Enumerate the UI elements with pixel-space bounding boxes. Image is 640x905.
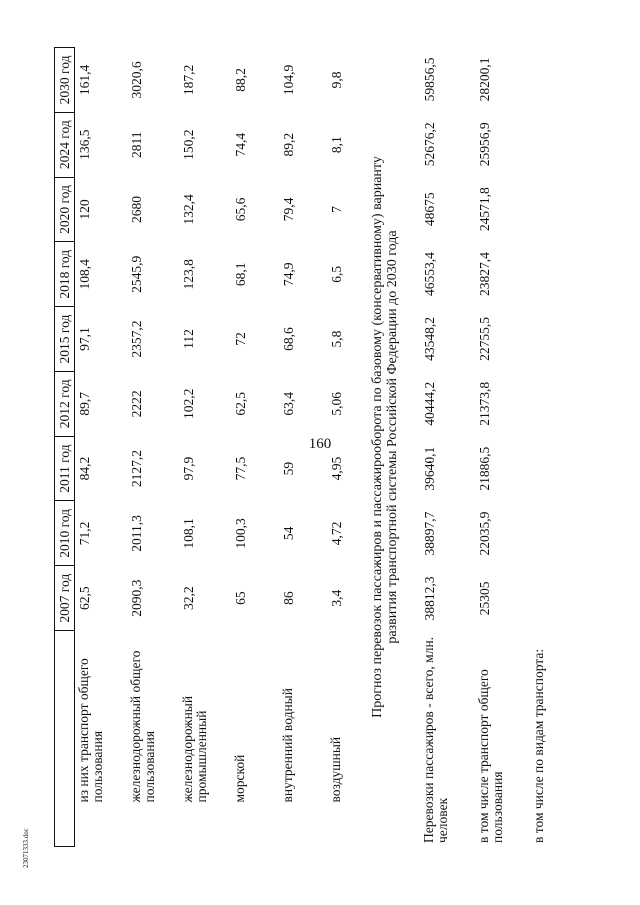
table-cell: 86 xyxy=(281,591,296,605)
table-cell xyxy=(530,436,585,501)
table-row xyxy=(75,48,128,847)
table-cell: 65,6 xyxy=(233,197,248,222)
table-row xyxy=(420,47,475,847)
table-cell: 2357,2 xyxy=(129,320,144,358)
table-cell xyxy=(530,566,585,631)
table-cell: 3020,6 xyxy=(129,61,144,99)
table-cell: 132,4 xyxy=(181,194,196,225)
table-cell: 2545,9 xyxy=(129,255,144,293)
year-header: 2020 год xyxy=(55,177,75,242)
table-cell: 43548,2 xyxy=(422,317,437,361)
table-cell: 39640,1 xyxy=(422,446,437,491)
table-cell: 8,1 xyxy=(329,136,344,154)
year-header: 2007 год xyxy=(55,566,75,631)
row-label: в том числе по видам транспорта: xyxy=(531,648,546,843)
table-cell: 108,4 xyxy=(77,259,92,290)
row-label: железнодорожный общего пользования xyxy=(128,650,157,803)
table-cell: 54 xyxy=(281,526,296,541)
year-header: 2012 год xyxy=(55,371,75,436)
table-cell: 6,5 xyxy=(329,265,344,283)
table-cell: 89,7 xyxy=(77,392,92,416)
table-row xyxy=(279,48,327,847)
header-label-cell xyxy=(55,631,75,847)
page-number: 160 xyxy=(308,436,332,452)
table-cell: 4,95 xyxy=(329,456,344,481)
table-row xyxy=(231,48,279,847)
table-cell: 63,4 xyxy=(281,392,296,416)
table-cell: 161,4 xyxy=(77,64,92,96)
table-cell: 25305 xyxy=(477,581,492,616)
row-label: железнодорожный промышленный xyxy=(180,695,209,803)
table-cell: 21886,5 xyxy=(477,446,492,491)
table-cell: 7 xyxy=(329,206,344,213)
table-cell: 38897,7 xyxy=(422,511,437,556)
year-header: 2018 год xyxy=(55,242,75,307)
forecast-caption xyxy=(370,87,400,787)
table-cell: 38812,3 xyxy=(422,576,437,621)
caption-line-1: Прогноз перевозок пассажиров и пассажирооборота по базовому (консервативному) варианту xyxy=(370,156,385,718)
forecast-table xyxy=(420,47,585,847)
table-cell: 62,5 xyxy=(233,392,248,416)
table-cell: 2127,2 xyxy=(129,450,144,488)
row-label: из них транспорт общего пользования xyxy=(76,658,105,803)
table-cell xyxy=(530,112,585,177)
table-cell: 97,9 xyxy=(181,456,196,481)
table-row xyxy=(179,48,231,847)
table-cell: 59856,5 xyxy=(422,57,437,102)
table-cell xyxy=(530,177,585,242)
table-cell: 89,2 xyxy=(281,132,296,157)
table-cell: 100,3 xyxy=(233,518,248,549)
table-cell: 2011,3 xyxy=(129,515,144,552)
table-cell: 3,4 xyxy=(329,589,344,607)
table-row xyxy=(530,47,585,847)
table-cell: 88,2 xyxy=(233,68,248,92)
table-cell: 52676,2 xyxy=(422,122,437,167)
table-cell: 62,5 xyxy=(77,586,92,610)
row-label: в том числе транспорт общего пользования xyxy=(476,669,505,843)
table-cell: 74,4 xyxy=(233,132,248,157)
table-cell: 2680 xyxy=(129,195,144,223)
doc-id: 23071333.doc xyxy=(22,828,30,868)
table-cell: 28200,1 xyxy=(477,57,492,102)
table-cell: 23827,4 xyxy=(477,252,492,297)
table-cell: 97,1 xyxy=(77,327,92,351)
table-cell: 32,2 xyxy=(181,586,196,610)
table-row xyxy=(327,48,375,847)
table-cell: 2222 xyxy=(129,390,144,418)
table-cell: 123,8 xyxy=(181,259,196,290)
table-cell: 2811 xyxy=(129,131,144,158)
table-cell: 104,9 xyxy=(281,64,296,96)
year-header: 2011 год xyxy=(55,436,75,501)
row-label: воздушный xyxy=(328,736,343,803)
table-cell: 21373,8 xyxy=(477,381,492,426)
table-cell: 4,72 xyxy=(329,521,344,546)
table-cell: 79,4 xyxy=(281,197,296,222)
table-cell: 5,8 xyxy=(329,330,344,348)
table-cell: 65 xyxy=(233,591,248,605)
table-cell: 77,5 xyxy=(233,456,248,481)
table-cell: 74,9 xyxy=(281,262,296,287)
table-cell: 46553,4 xyxy=(422,252,437,297)
table-cell: 48675 xyxy=(422,192,437,227)
transport-table xyxy=(54,47,375,847)
table-cell: 24571,8 xyxy=(477,187,492,232)
year-header: 2015 год xyxy=(55,307,75,372)
table-cell xyxy=(530,242,585,307)
table-header-row xyxy=(55,48,75,847)
table-cell: 102,2 xyxy=(181,388,196,420)
row-label: морской xyxy=(232,754,247,803)
table-row xyxy=(127,48,179,847)
table-cell: 9,8 xyxy=(329,71,344,89)
table-cell: 68,6 xyxy=(281,327,296,351)
table-cell xyxy=(530,307,585,372)
table-row xyxy=(475,47,530,847)
table-cell xyxy=(530,47,585,112)
rotated-content xyxy=(40,47,640,847)
year-header: 2030 год xyxy=(55,48,75,113)
table-cell: 136,5 xyxy=(77,129,92,160)
table-cell: 59 xyxy=(281,461,296,476)
year-header: 2010 год xyxy=(55,501,75,566)
table-cell: 5,06 xyxy=(329,392,344,416)
table-cell: 187,2 xyxy=(181,64,196,96)
year-header: 2024 год xyxy=(55,112,75,177)
table-cell: 2090,3 xyxy=(129,579,144,617)
table-cell: 22755,5 xyxy=(477,317,492,361)
caption-line-2: развития транспортной системы Российской Федерации до 2030 года xyxy=(385,230,400,644)
table-cell xyxy=(530,501,585,566)
row-label: внутренний водный xyxy=(280,688,295,803)
table-cell: 150,2 xyxy=(181,129,196,160)
row-label: Перевозки пассажиров - всего, млн. человек xyxy=(421,636,450,843)
table-cell: 71,2 xyxy=(77,521,92,546)
table-cell: 112 xyxy=(181,329,196,349)
table-cell: 108,1 xyxy=(181,518,196,549)
table-cell: 72 xyxy=(233,332,248,346)
table-cell: 22035,9 xyxy=(477,511,492,556)
table-cell: 25956,9 xyxy=(477,122,492,167)
table-cell: 40444,2 xyxy=(422,381,437,426)
table-cell: 68,1 xyxy=(233,262,248,287)
table-cell xyxy=(530,371,585,436)
table-cell: 84,2 xyxy=(77,456,92,481)
table-cell: 120 xyxy=(77,199,92,220)
